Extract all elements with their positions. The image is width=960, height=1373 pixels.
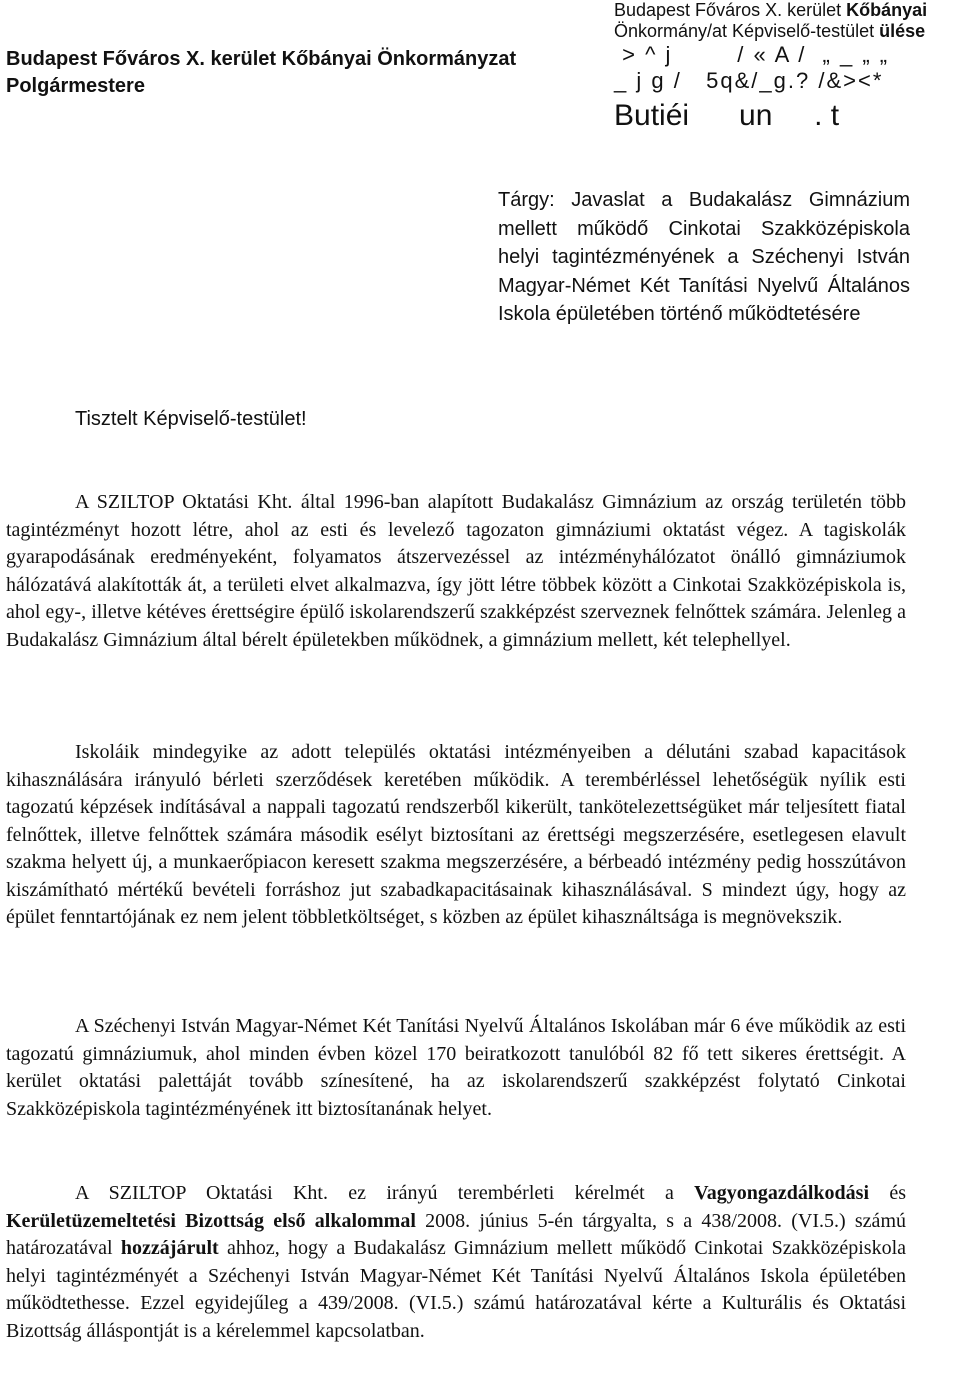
text-run: ahhoz, hogy a Budakalász Gimnázium mellett működő Cinkotai Szakközépiskola helyi tagintézményét a Széchenyi István Magyar-Német Két Tanítási Nyelvű Általános Iskola épületében működtethesse. Ezzel egyidejűleg a 439/2008. (VI.5.) számú határozatával kérte a Kulturális és Oktatási Bizottság álláspontját is a kérelemmel kapcsolatban. <box>6 1237 906 1342</box>
stamp-text-bold: ülése <box>879 21 926 41</box>
salutation: Tisztelt Képviselő-testület! <box>75 408 307 430</box>
text-run: 2008. június 5-én tárgyalta, s a 438/2008. (VI.5.) számú határozatával <box>6 1209 906 1259</box>
text-run: és <box>869 1182 906 1204</box>
paragraph-3 <box>6 1013 906 1123</box>
text-run: A SZILTOP Oktatási Kht. ez irányú terembérleti kérelmét a <box>75 1182 695 1204</box>
stamp-text-bold: Kőbányai <box>846 0 928 20</box>
paragraph-text: A SZILTOP Oktatási Kht. által 1996-ban alapított Budakalász Gimnázium az ország területén több tagintézményt hozott létre, ahol az esti és levelező tagozaton gimnáziumi oktatást végez. A tagiskolák gyarapodásának eredményeként, folyamatos átszervezéssel az intézményhálózatot önálló gimnáziumok hálózatává alakították át, a területi elvet alkalmazva, így jött létre többek között a Cinkotai Szakközépiskola is, ahol egy-, illetve kétéves érettségire épülő iskolarendszerű szakképzést szerveznek felnőttek számára. Jelenleg a Budakalász Gimnázium által bérelt épületekben működnek, a gimnázium mellett, két telephellyel. <box>6 491 906 651</box>
sender-title: Polgármestere <box>6 75 145 97</box>
stamp-handwriting-2: _ j g / 5q&/_g.? /&><* <box>614 68 884 93</box>
paragraph-text: Iskoláik mindegyike az adott település oktatási intézményeiben a délutáni szabad kapacitások kihasználására irányuló bérleti szerződések keretében működik. A terembérléssel lehetőségük nyílik esti tagozatú képzések indításával a nappali tagozatú rendszerből kikerült, tankötelezettségüket már teljesített fiatal felnőttek, illetve felnőttek számára második esélyt biztosítani az érettségi megszerzésére, esetlegesen elavult szakma helyett új, a munkaerőpiacon keresett szakma megszerzésére, a bérbeadó intézmény pedig hosszútávon kiszámítható mértékű bevételi forráshoz jut szabadkapacitásainak kihasználásával. S mindezt úgy, hogy az épület fenntartójának ez nem jelent többletköltséget, s közben az épület kihasználtsága is megnövekszik. <box>6 741 906 928</box>
stamp-handwriting-3: Butiéi un . t <box>614 99 840 132</box>
committee-name-bold: Vagyongazdálkodási <box>694 1182 870 1204</box>
stamp-text: Budapest Főváros X. kerület <box>614 0 847 20</box>
approved-bold: hozzájárult <box>120 1237 219 1259</box>
subject-line: Tárgy: Javaslat a Budakalász Gimnázium mellett működő Cinkotai Szakközépiskola helyi tagintézményének a Széchenyi István Magyar-Német Két Tanítási Nyelvű Általános Iskola épületében történő működtetésére <box>498 189 910 325</box>
paragraph-1 <box>6 489 906 654</box>
paragraph-text: A Széchenyi István Magyar-Német Két Tanítási Nyelvű Általános Iskolában már 6 éve működik az esti tagozatú gimnáziumuk, ahol minden évben közel 170 beiratkozott tanulóból 82 fő tett sikeres érettségit. A kerület oktatási palettáját tovább színesítené, ha az iskolarendszerű szakképzést folytató Cinkotai Szakközépiskola tagintézményének itt biztosítanának helyet. <box>6 1015 906 1120</box>
paragraph-text <box>6 1180 906 1345</box>
paragraph-2 <box>6 739 906 932</box>
registration-stamp <box>614 0 960 138</box>
stamp-text: Önkormány/at Képviselő-testület <box>614 21 880 41</box>
paragraph-4 <box>6 1180 906 1345</box>
sender-block <box>6 46 516 100</box>
committee-name-bold: Kerületüzemeltetési Bizottság első alkalommal <box>6 1209 416 1232</box>
sender-office: Budapest Főváros X. kerület Kőbányai Önkormányzat <box>6 48 517 70</box>
stamp-line-1 <box>614 0 960 21</box>
stamp-handwriting-1: > ^ j / « A / „ _ „ „ <box>614 42 890 67</box>
stamp-line-2 <box>614 21 960 42</box>
